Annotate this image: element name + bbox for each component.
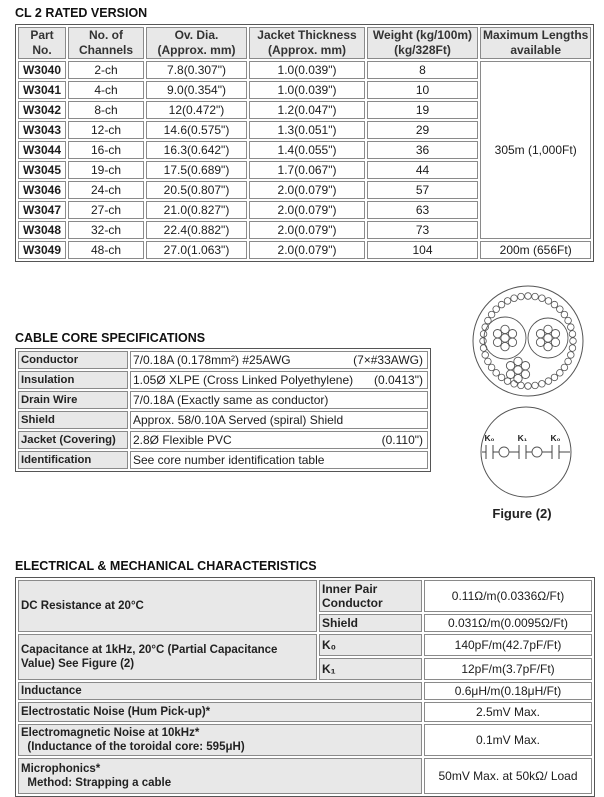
conductor-insulation-right [528,318,568,358]
shield-wire [504,298,511,305]
drain-wire-strand [521,370,529,378]
jacket-thickness-cell: 1.0(0.039") [249,61,365,79]
shield-wire [545,298,552,305]
spec-value-cell [130,371,428,389]
shield-wire [561,311,568,318]
characteristic-label-cell [18,682,422,700]
shield-wire [488,311,495,318]
jacket-thickness-cell: 2.0(0.079") [249,221,365,239]
table-row [18,634,592,656]
shield-wire [493,306,500,313]
shield-wire [569,345,576,352]
characteristic-value-cell: 0.11Ω/m(0.0336Ω/Ft) [424,580,592,612]
conductor-strand [508,330,516,338]
table-row [18,682,592,700]
jacket-thickness-cell: 1.0(0.039") [249,81,365,99]
spec-value-note: (0.110") [381,433,423,447]
table-row [18,241,591,259]
shield-wire [488,364,495,371]
spec-value-cell [130,351,428,369]
part-no-cell: W3044 [18,141,66,159]
conductor-insulation-left [484,317,526,359]
column-header [367,27,478,59]
characteristic-label-cell [18,580,317,632]
part-no-cell: W3041 [18,81,66,99]
shield-wire [561,364,568,371]
table-row [18,702,592,722]
weight-cell: 29 [367,121,478,139]
max-length-group-cell: 305m (1,000Ft) [480,61,591,239]
characteristic-value-cell: 140pF/m(42.7pF/Ft) [424,634,592,656]
conductor-strand [501,342,509,350]
header-line: Maximum Lengths [483,28,589,42]
channels-cell: 8-ch [68,101,144,119]
capacitance-label: K₀ [484,433,495,443]
drain-wire-strand [514,357,522,365]
shield-wire [482,352,489,359]
sub-label-cell: K₀ [319,634,422,656]
jacket-thickness-cell: 1.3(0.051") [249,121,365,139]
label-line: Electromagnetic Noise at 10kHz* [21,727,200,739]
spec-label-cell: Jacket (Covering) [18,431,128,449]
drain-wire-strand [514,366,522,374]
shield-wire [480,331,487,338]
shield-wire [532,293,539,300]
spec-label-cell: Identification [18,451,128,469]
header-line: (kg/328Ft) [394,43,451,57]
header-line: No. of [89,28,123,42]
spec-value-cell [130,451,428,469]
table-row [18,758,592,794]
ov-dia-cell: 9.0(0.354") [146,81,247,99]
spec-value-text: 7/0.18A (0.178mm²) #25AWG [133,353,291,367]
ov-dia-cell: 17.5(0.689") [146,161,247,179]
characteristic-label-cell [18,634,317,680]
conductor-strand [544,342,552,350]
characteristic-value-cell: 2.5mV Max. [424,702,592,722]
capacitance-label: K₁ [517,433,528,443]
section-heading-core-specs: CABLE CORE SPECIFICATIONS [15,331,206,345]
conductor-strand [551,338,559,346]
table-row [18,580,592,612]
shield-wire [570,338,577,345]
ov-dia-cell: 27.0(1.063") [146,241,247,259]
channels-cell: 12-ch [68,121,144,139]
spec-label-cell: Drain Wire [18,391,128,409]
sub-label-cell: Shield [319,614,422,632]
max-length-last-cell: 200m (656Ft) [480,241,591,259]
shield-wire [551,301,558,308]
ov-dia-cell: 21.0(0.827") [146,201,247,219]
shield-wire [525,383,532,390]
conductor-strand [536,338,544,346]
spec-value-note: (0.0413") [374,373,423,387]
shield-wire [539,380,546,387]
shield-wire [567,324,574,331]
drain-wire-strand [521,362,529,370]
spec-value-wrap [133,433,425,447]
channels-cell: 16-ch [68,141,144,159]
shield-wire [480,338,487,345]
table-row [18,351,428,369]
channels-cell: 27-ch [68,201,144,219]
spec-label-cell: Conductor [18,351,128,369]
characteristic-value-cell: 0.1mV Max. [424,724,592,756]
conductor-strand [493,330,501,338]
header-line: (Approx. mm) [157,43,236,57]
section-heading-elec-mech: ELECTRICAL & MECHANICAL CHARACTERISTICS [15,559,317,573]
figure-2-diagrams [440,278,604,504]
spec-value-wrap [133,453,425,467]
header-line: (Approx. mm) [268,43,346,57]
conductor-strand [536,330,544,338]
ov-dia-cell: 14.6(0.575") [146,121,247,139]
spec-label-cell: Insulation [18,371,128,389]
header-line: No. [32,43,52,57]
table-row [18,724,592,756]
shield-wire [551,374,558,381]
spec-value-text: 1.05Ø XLPE (Cross Linked Polyethylene) [133,373,354,387]
table-row [18,61,591,79]
cable-core-specs-table [15,348,431,472]
weight-cell: 10 [367,81,478,99]
conductor-strand [501,325,509,333]
characteristic-value-cell: 12pF/m(3.7pF/Ft) [424,658,592,680]
header-line: available [510,43,562,57]
node-circle [532,447,542,457]
label-line: Capacitance at 1kHz, 20°C (Partial Capacitance [21,644,278,656]
shield-wire [518,293,525,300]
electrical-mechanical-table [15,577,595,797]
characteristic-label-cell [18,702,422,722]
part-no-cell: W3047 [18,201,66,219]
spec-value-note: (7×#33AWG) [353,353,423,367]
part-no-cell: W3048 [18,221,66,239]
drain-wire-strand [514,374,522,382]
table-row [18,431,428,449]
ov-dia-cell: 22.4(0.882") [146,221,247,239]
weight-cell: 104 [367,241,478,259]
jacket-thickness-cell: 2.0(0.079") [249,201,365,219]
characteristic-value-cell: 0.6μH/m(0.18μH/Ft) [424,682,592,700]
shield-wire [557,370,564,377]
node-circle [499,447,509,457]
channels-cell: 4-ch [68,81,144,99]
weight-cell: 73 [367,221,478,239]
shield-wire [525,293,532,300]
section-heading-cl2-rated: CL 2 RATED VERSION [15,6,148,20]
conductor-strand [551,330,559,338]
spec-value-wrap [133,393,425,407]
part-no-cell: W3043 [18,121,66,139]
shield-wire [565,358,572,365]
header-line: Part [30,28,54,42]
header-row [18,27,591,59]
conductor-strand [493,338,501,346]
cable-cross-section-diagram [440,278,604,404]
shield-wire [511,380,518,387]
shield-wire [532,382,539,389]
spec-value-wrap [133,353,425,367]
channels-cell: 24-ch [68,181,144,199]
label-line: Value) See Figure (2) [21,658,135,670]
characteristic-value-cell: 0.031Ω/m(0.0095Ω/Ft) [424,614,592,632]
label-line: Microphonics* [21,763,101,775]
jacket-thickness-cell: 1.7(0.067") [249,161,365,179]
spec-value-cell [130,411,428,429]
column-header [480,27,591,59]
table-row [18,371,428,389]
channels-cell: 2-ch [68,61,144,79]
figure-caption: Figure (2) [492,506,552,521]
shield-wire [485,358,492,365]
label-line: Electrostatic Noise (Hum Pick-up)* [21,706,211,718]
ov-dia-cell: 20.5(0.807") [146,181,247,199]
table-row [18,451,428,469]
conductor-strand [501,334,509,342]
drain-wire-strand [506,370,514,378]
spec-value-cell [130,431,428,449]
jacket-thickness-cell: 2.0(0.079") [249,241,365,259]
characteristic-value-cell: 50mV Max. at 50kΩ/ Load [424,758,592,794]
conductor-strand [544,334,552,342]
cl2-rated-version-table [15,24,594,262]
label-line: Inductance [21,685,82,697]
jacket-thickness-cell: 1.4(0.055") [249,141,365,159]
column-header [146,27,247,59]
part-no-cell: W3040 [18,61,66,79]
weight-cell: 57 [367,181,478,199]
shield-wire [539,295,546,302]
spec-value-text: 2.8Ø Flexible PVC [133,433,232,447]
spec-value-text: Approx. 58/0.10A Served (spiral) Shield [133,413,344,427]
part-no-cell: W3042 [18,101,66,119]
table-row [18,391,428,409]
weight-cell: 19 [367,101,478,119]
header-line: Ov. Dia. [174,28,219,42]
spec-value-wrap [133,373,425,387]
shield-wire [545,378,552,385]
ov-dia-cell: 12(0.472") [146,101,247,119]
conductor-strand [544,325,552,333]
shield-wire [511,295,518,302]
jacket-thickness-cell: 1.2(0.047") [249,101,365,119]
characteristic-label-cell [18,724,422,756]
column-header [68,27,144,59]
label-line: (Inductance of the toroidal core: 595μH) [21,741,245,753]
ov-dia-cell: 7.8(0.307") [146,61,247,79]
sub-label-cell: Inner Pair Conductor [319,580,422,612]
header-line: Weight (kg/100m) [372,28,473,42]
characteristic-label-cell [18,758,422,794]
channels-cell: 19-ch [68,161,144,179]
part-no-cell: W3045 [18,161,66,179]
shield-wire [567,352,574,359]
header-line: Channels [78,43,133,57]
label-line: Method: Strapping a cable [21,777,172,789]
column-header [18,27,66,59]
spec-label-cell: Shield [18,411,128,429]
shield-wire [498,374,505,381]
channels-cell: 32-ch [68,221,144,239]
shield-wire [498,301,505,308]
label-line: DC Resistance at 20°C [21,600,144,612]
spec-value-text: See core number identification table [133,453,325,467]
weight-cell: 63 [367,201,478,219]
shield-wire [569,331,576,338]
spec-value-wrap [133,413,425,427]
partial-capacitance-schematic-diagram [440,404,604,504]
weight-cell: 8 [367,61,478,79]
table-row [18,411,428,429]
sub-label-cell: K₁ [319,658,422,680]
spec-value-text: 7/0.18A (Exactly same as conductor) [133,393,329,407]
conductor-strand [508,338,516,346]
shield-wire [565,317,572,324]
drain-wire-strand [506,362,514,370]
spec-value-cell [130,391,428,409]
column-header [249,27,365,59]
part-no-cell: W3049 [18,241,66,259]
channels-cell: 48-ch [68,241,144,259]
capacitance-label: K₀ [550,433,561,443]
ov-dia-cell: 16.3(0.642") [146,141,247,159]
weight-cell: 44 [367,161,478,179]
header-line: Jacket Thickness [257,28,357,42]
jacket-thickness-cell: 2.0(0.079") [249,181,365,199]
weight-cell: 36 [367,141,478,159]
shield-wire [557,306,564,313]
shield-wire [493,370,500,377]
part-no-cell: W3046 [18,181,66,199]
